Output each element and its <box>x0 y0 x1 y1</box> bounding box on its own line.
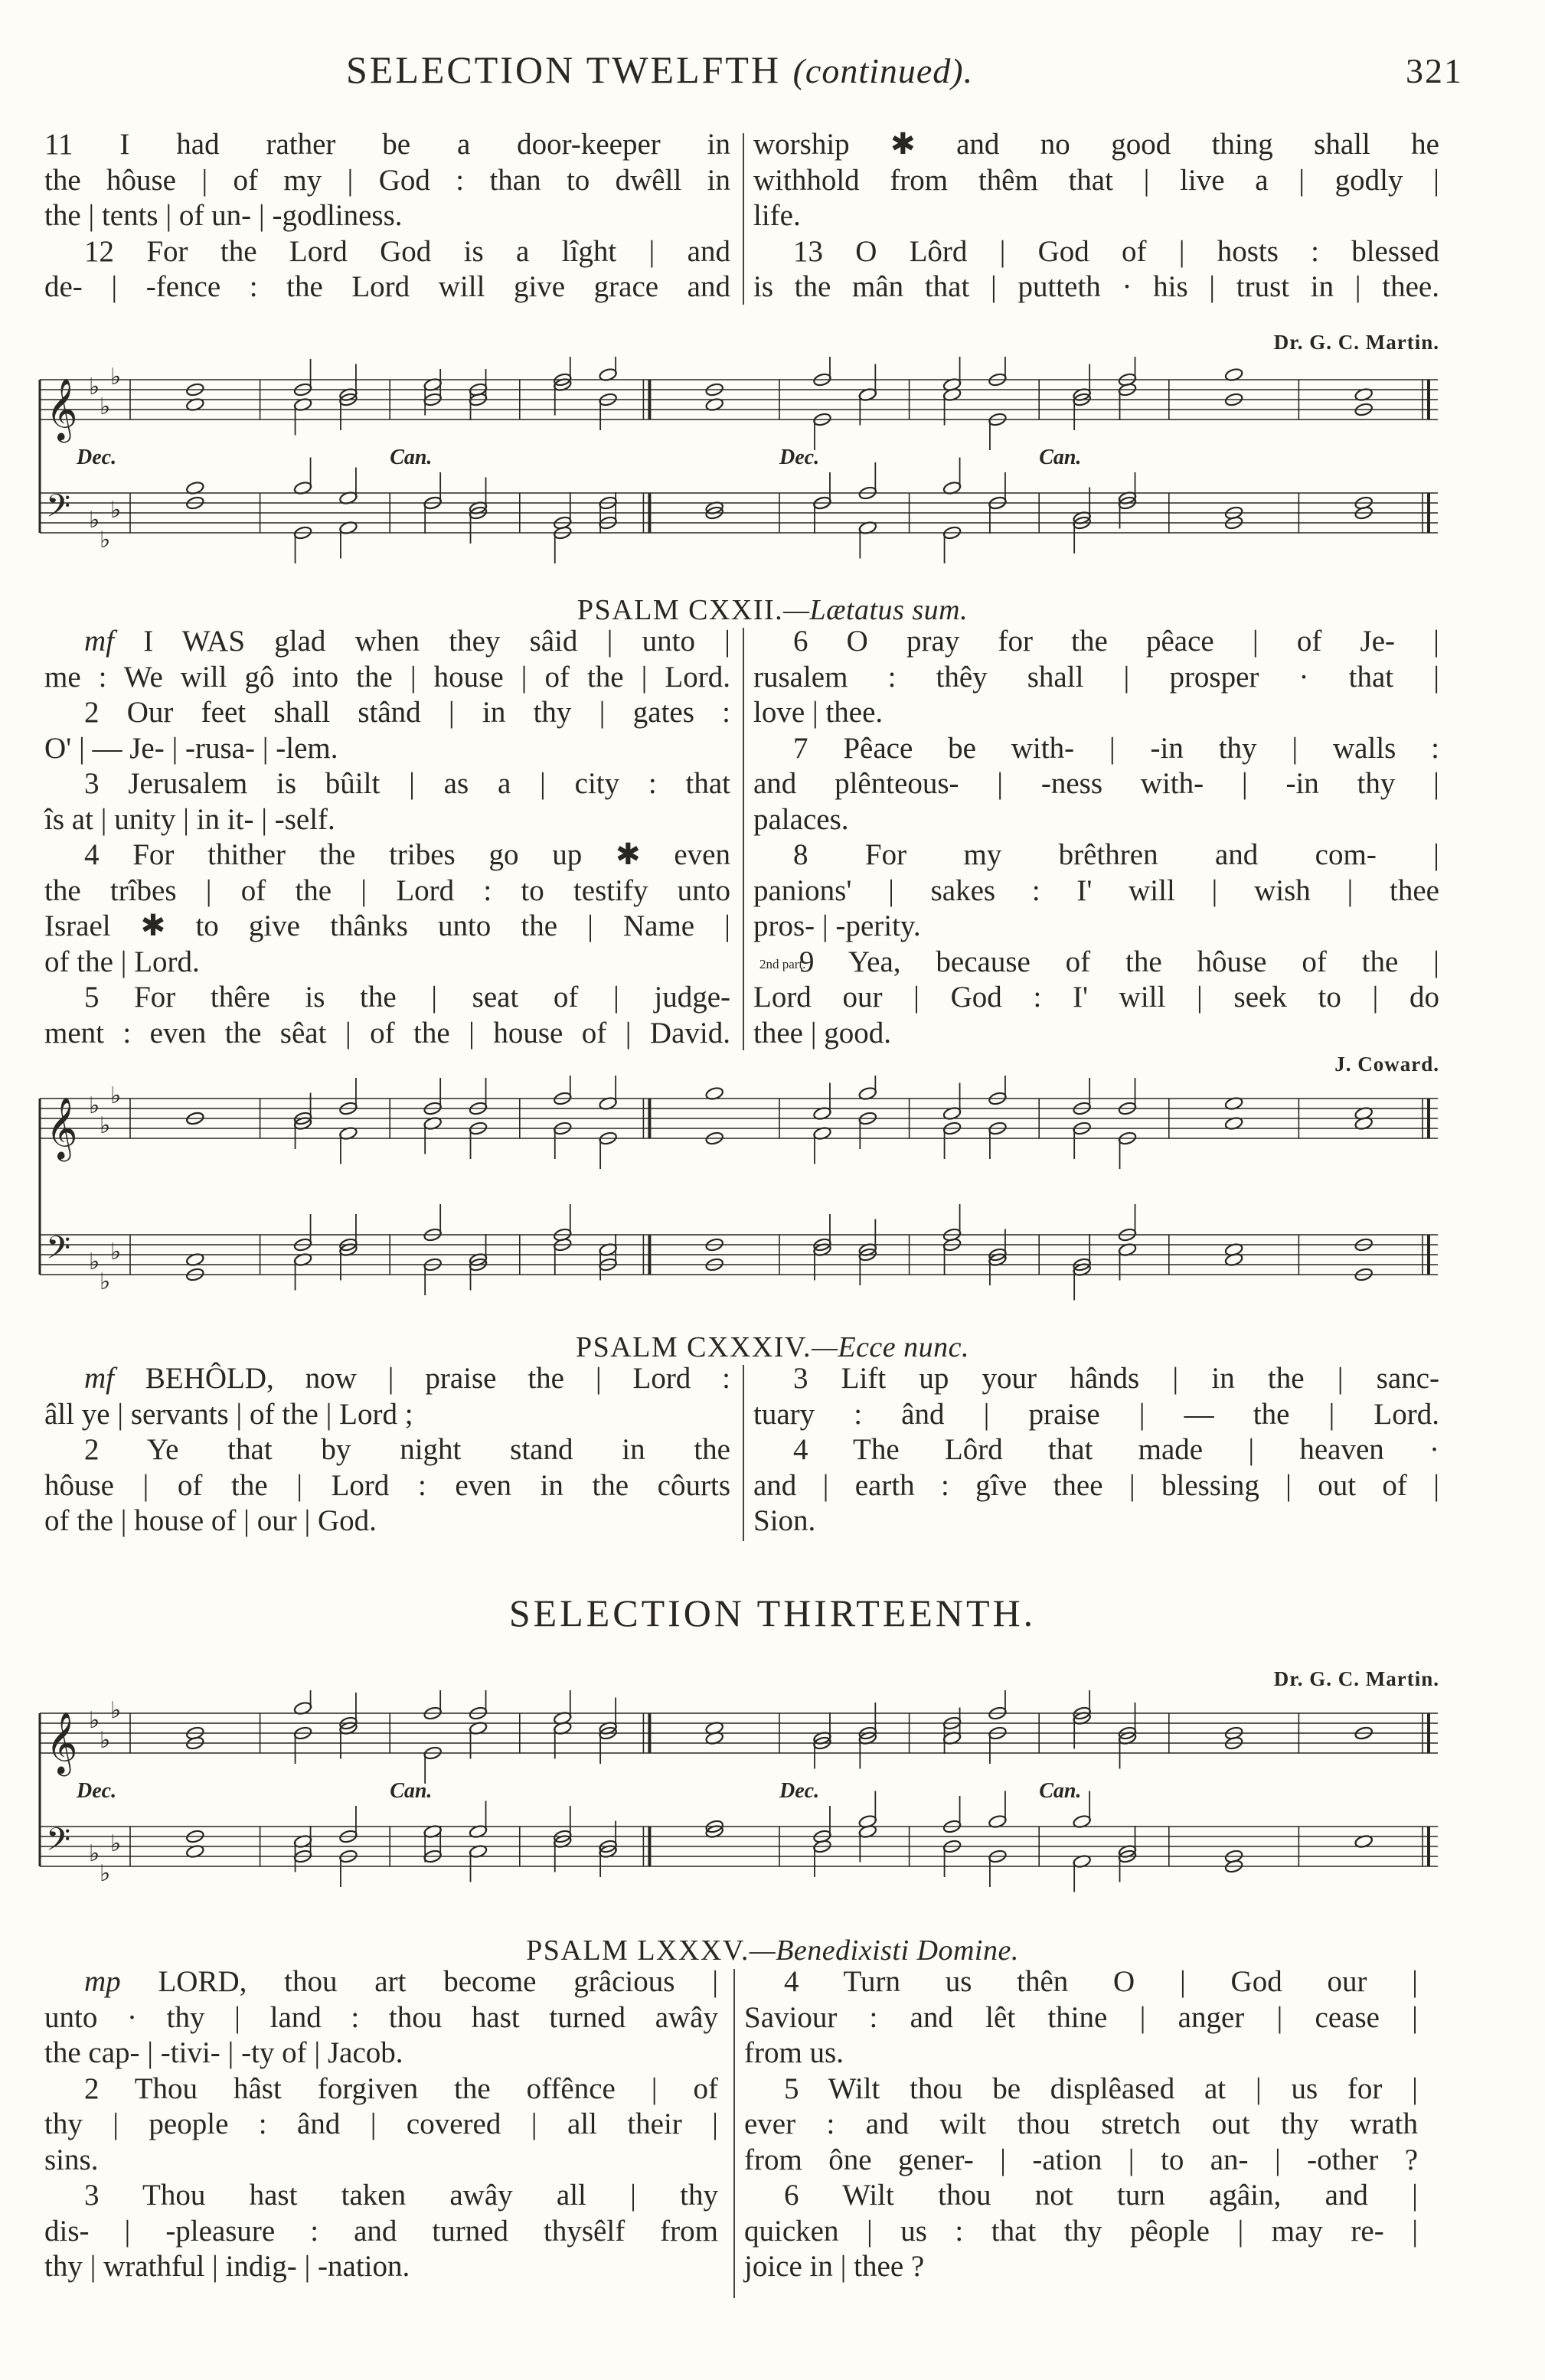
flat-sign-icon: ♭ <box>100 1268 111 1295</box>
verse-line: 5 Wilt thou be displêased at | us for | <box>784 2071 1418 2105</box>
verse-line: 2nd part.9 Yea, because of the hôuse of the | <box>759 945 1439 978</box>
verse-line: joice in | thee ? <box>744 2250 925 2283</box>
flat-sign-icon: ♭ <box>89 1707 100 1734</box>
flat-sign-icon: ♭ <box>89 1249 100 1275</box>
composer-credit: Dr. G. C. Martin. <box>1273 331 1439 354</box>
verse-line: O' | — Je- | -rusa- | -lem. <box>44 731 338 765</box>
verse-line: mf I WAS glad when they sâid | unto | <box>84 625 730 658</box>
chant-score-2 <box>38 1076 1439 1313</box>
verse-line: 4 Turn us thên O | God our | <box>784 1965 1418 1998</box>
running-head <box>0 47 1545 101</box>
flat-sign-icon: ♭ <box>100 1727 111 1754</box>
verse-line: îs at | unity | in it- | -self. <box>44 802 335 836</box>
flat-sign-icon: ♭ <box>110 1239 122 1265</box>
verse-line: 12 For the Lord God is a lîght | and <box>84 234 730 268</box>
flat-sign-icon: ♭ <box>89 1840 100 1867</box>
chant-direction-label: Can. <box>390 446 433 469</box>
verse-line: withhold from thêm that | live a | godly | <box>753 163 1439 197</box>
chant-direction-label: Can. <box>1039 1779 1082 1803</box>
verse-line: and plênteous- | -ness with- | -in thy | <box>753 767 1439 800</box>
psalm84-right-column <box>753 127 1439 305</box>
verse-line: hôuse | of the | Lord : even in the côurts <box>44 1468 730 1502</box>
verse-line: sins. <box>44 2143 99 2176</box>
second-part-marking: 2nd part. <box>759 956 806 971</box>
verse-line: palaces. <box>753 802 849 836</box>
flat-sign-icon: ♭ <box>110 364 122 390</box>
chant-direction-label: Dec. <box>77 1779 117 1803</box>
verse-line: 4 For thither the tribes go up ✱ even <box>84 838 730 871</box>
verse-line: 3 Lift up your hânds | in the | sanc- <box>793 1362 1439 1395</box>
verse-line: quicken | us : that thy pêople | may re- | <box>744 2214 1418 2248</box>
psalm85-left-column <box>44 1964 718 2285</box>
flat-sign-icon: ♭ <box>100 393 111 420</box>
verse-line: Sion. <box>753 1504 816 1537</box>
page-number: 321 <box>1406 51 1463 90</box>
composer-credit: J. Coward. <box>1334 1053 1439 1076</box>
verse-line: 2 Thou hâst forgiven the offênce | of <box>84 2071 718 2105</box>
verse-line: 2 Our feet shall stând | in thy | gates : <box>84 696 730 729</box>
composer-credit: Dr. G. C. Martin. <box>1273 1667 1439 1690</box>
verse-line: unto · thy | land : thou hast turned awây <box>44 2000 718 2034</box>
verse-line: tuary : ând | praise | — the | Lord. <box>753 1397 1439 1431</box>
verse-line: is the mân that | putteth · his | trust in | thee. <box>753 270 1439 303</box>
verse-line: worship ✱ and no good thing shall he <box>753 128 1439 161</box>
chant-direction-label: Can. <box>1039 446 1082 469</box>
dynamic-marking: mp <box>84 1965 121 1998</box>
psalm-latin-title: —Benedixisti Domine. <box>749 1934 1019 1967</box>
chant-direction-label: Can. <box>390 1779 433 1803</box>
verse-line: love | thee. <box>753 696 884 729</box>
verse-line: the hôuse | of my | God : than to dwêll in <box>44 163 730 197</box>
bass-clef-icon: 𝄢 <box>46 1821 71 1866</box>
flat-sign-icon: ♭ <box>110 1082 122 1109</box>
verse-line: 13 O Lôrd | God of | hosts : blessed <box>793 234 1439 268</box>
flat-sign-icon: ♭ <box>100 1860 111 1887</box>
verse-line: the cap- | -tivi- | -ty of | Jacob. <box>44 2036 403 2069</box>
flat-sign-icon: ♭ <box>100 527 111 553</box>
flat-sign-icon: ♭ <box>110 1830 122 1857</box>
chant-direction-label: Dec. <box>77 446 117 469</box>
flat-sign-icon: ♭ <box>89 374 100 400</box>
verse-line: 4 The Lôrd that made | heaven · <box>793 1433 1439 1466</box>
psalm134-left-column <box>44 1361 730 1539</box>
psalm134-right-column <box>753 1361 1439 1539</box>
dynamic-marking: mf <box>84 1362 114 1395</box>
verse-line: Israel ✱ to give thânks unto the | Name | <box>44 909 730 942</box>
verse-line: 5 For thêre is the | seat of | judge- <box>84 981 730 1014</box>
flat-sign-icon: ♭ <box>89 1092 100 1119</box>
verse-line: Lord our | God : I' will | seek to | do <box>753 981 1439 1014</box>
psalm-heading <box>0 1330 1545 1364</box>
flat-sign-icon: ♭ <box>100 1112 111 1139</box>
verse-line: panions' | sakes : I' will | wish | thee <box>753 873 1439 907</box>
treble-clef-icon: 𝄞 <box>46 1096 78 1159</box>
verse-line: âll ye | servants | of the | Lord ; <box>44 1397 413 1431</box>
verse-line: ever : and wilt thou stretch out thy wrath <box>744 2107 1418 2140</box>
column-divider <box>743 133 744 305</box>
verse-line: thy | wrathful | indig- | -nation. <box>44 2250 410 2283</box>
verse-line: life. <box>753 199 801 232</box>
psalm-latin-title: —Ecce nunc. <box>812 1331 970 1363</box>
psalm-title: PSALM CXXII. <box>577 594 784 626</box>
verse-line: ment : even the sêat | of the | house of | David. <box>44 1016 730 1050</box>
page-title: SELECTION TWELFTH (continued). <box>346 48 974 91</box>
verse-line: from ône gener- | -ation | to an- | -other ? <box>744 2143 1418 2176</box>
verse-line: from us. <box>744 2036 844 2069</box>
verse-line: 6 Wilt thou not turn agâin, and | <box>784 2179 1418 2212</box>
verse-line: 6 O pray for the pêace | of Je- | <box>793 625 1439 658</box>
verse-line: of the | Lord. <box>44 945 200 978</box>
psalm122-right-column <box>753 624 1439 1051</box>
verse-line: mp LORD, thou art become grâcious | <box>84 1965 719 1998</box>
verse-line: 8 For my brêthren and com- | <box>793 838 1439 871</box>
psalm84-left-column <box>44 127 730 305</box>
verse-line: de- | -fence : the Lord will give grace and <box>44 270 730 303</box>
treble-clef-icon: 𝄞 <box>46 1711 78 1774</box>
psalm122-left-column <box>44 624 730 1051</box>
verse-line: rusalem : thêy shall | prosper · that | <box>753 660 1439 694</box>
psalm-title: PSALM LXXXV. <box>526 1934 750 1967</box>
verse-line: 2 Ye that by night stand in the <box>84 1433 730 1466</box>
flat-sign-icon: ♭ <box>89 507 100 534</box>
treble-clef-icon: 𝄞 <box>46 377 78 440</box>
flat-sign-icon: ♭ <box>110 497 122 524</box>
section-title: SELECTION THIRTEENTH. <box>508 1592 1037 1634</box>
psalm-heading <box>0 593 1545 627</box>
verse-line: the | tents | of un- | -godliness. <box>44 199 403 232</box>
verse-line: me : We will gô into the | house | of the | Lord. <box>44 660 730 694</box>
verse-line: and | earth : gîve thee | blessing | out of | <box>753 1468 1439 1502</box>
column-divider <box>733 1969 735 2298</box>
psalm-latin-title: —Lætatus sum. <box>783 594 968 626</box>
verse-line: mf BEHÔLD, now | praise the | Lord : <box>84 1362 731 1395</box>
verse-line: 7 Pêace be with- | -in thy | walls : <box>793 731 1439 765</box>
psalm85-right-column <box>744 1964 1418 2285</box>
verse-line: 11 I had rather be a door-keeper in <box>44 128 730 161</box>
verse-line: 3 Jerusalem is bûilt | as a | city : that <box>84 767 730 800</box>
dynamic-marking: mf <box>84 625 114 658</box>
chant-score-3 <box>38 1690 1439 1905</box>
verse-line: the trîbes | of the | Lord : to testify unto <box>44 873 730 907</box>
verse-line: dis- | -pleasure : and turned thysêlf from <box>44 2214 718 2248</box>
verse-line: thy | people : ând | covered | all their | <box>44 2107 718 2140</box>
verse-line: pros- | -perity. <box>753 909 921 942</box>
verse-line: of the | house of | our | God. <box>44 1504 377 1537</box>
chant-direction-label: Dec. <box>779 1779 820 1803</box>
psalm-title: PSALM CXXXIV. <box>575 1331 812 1363</box>
chant-score-1 <box>38 357 1439 571</box>
psalm-heading <box>0 1934 1545 1967</box>
column-divider <box>743 628 744 1050</box>
chant-direction-label: Dec. <box>779 446 820 469</box>
verse-line: thee | good. <box>753 1016 892 1050</box>
bass-clef-icon: 𝄢 <box>46 488 71 532</box>
column-divider <box>743 1365 744 1541</box>
verse-line: Saviour : and lêt thine | anger | cease | <box>744 2000 1418 2034</box>
verse-line: 3 Thou hast taken awây all | thy <box>84 2179 718 2212</box>
flat-sign-icon: ♭ <box>110 1697 122 1724</box>
bass-clef-icon: 𝄢 <box>46 1229 71 1274</box>
